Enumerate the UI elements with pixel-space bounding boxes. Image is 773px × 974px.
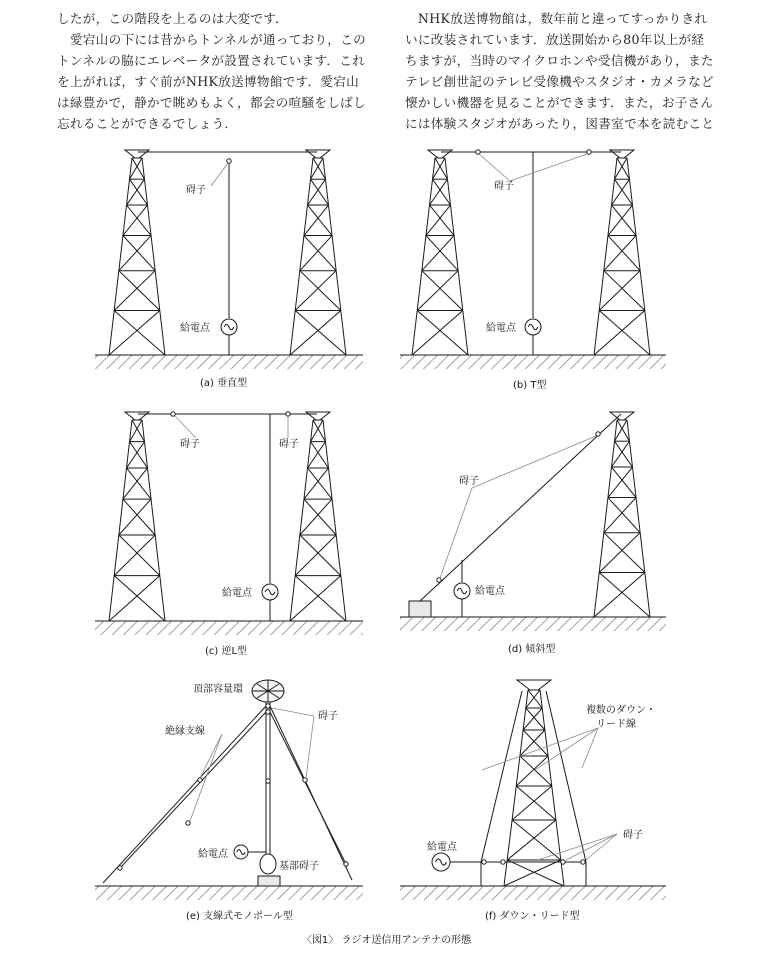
insulator-label: 碍子 [318, 711, 338, 722]
down-lead-wire [481, 691, 522, 862]
insulator [266, 779, 270, 783]
tower-brace [612, 467, 637, 498]
tower-brace [523, 730, 548, 756]
figure-caption: 〈図1〉 ラジオ送信用アンテナの形態 [301, 935, 472, 946]
leader-line [510, 154, 587, 181]
base-plinth [258, 876, 280, 886]
tower-brace [599, 533, 640, 573]
panel-d-caption: (d) 傾斜型 [508, 644, 556, 655]
tower-brace [526, 708, 545, 730]
down-lead-wire [546, 691, 586, 862]
tower-brace [608, 467, 633, 498]
insulator [581, 860, 585, 864]
tower-brace [516, 756, 548, 786]
tower-brace [604, 271, 645, 311]
tower-brace [507, 820, 556, 860]
tower-brace [290, 311, 341, 355]
tower-brace [612, 205, 637, 236]
tower-brace [123, 205, 148, 236]
tower-brace [512, 820, 561, 860]
tower-brace [119, 236, 151, 271]
insulator [186, 821, 190, 825]
guy-wire [270, 712, 346, 864]
insulator-label-2: 碍子 [279, 439, 299, 450]
leader-line [538, 834, 617, 860]
insulator [501, 860, 505, 864]
insulator-label: 碍子 [459, 476, 479, 487]
text-line: を上がれば，すぐ前がNHK放送博物館です．愛宕山 [57, 74, 360, 89]
tower-brace [304, 468, 329, 499]
tower-leg [323, 420, 346, 621]
text-line: には体験スタジオがあったり，図書室で本を読むこと [405, 116, 715, 131]
tower-brace [599, 573, 650, 617]
insulator [596, 432, 600, 436]
feed-point-label: 給電点 [180, 323, 210, 334]
insulator [561, 860, 565, 864]
tower-leg [412, 158, 435, 355]
ground-hatch [95, 621, 363, 635]
leader-line [190, 734, 222, 821]
tower-cap [610, 150, 634, 158]
tower-brace [512, 786, 552, 820]
insulator [587, 150, 591, 154]
ground-hatch [95, 355, 363, 369]
tower-leg [594, 158, 617, 355]
text-line: したが，この階段を上るのは大変です． [57, 11, 289, 26]
panel-a-caption: (a) 垂直型 [200, 378, 248, 389]
ground-hatch [400, 886, 666, 900]
tower-brace [308, 468, 333, 499]
tower-brace [417, 271, 458, 311]
insulator-label: 碍子 [494, 181, 514, 192]
insulator [303, 778, 307, 782]
tower-brace [422, 236, 454, 271]
tower-brace [123, 468, 148, 499]
tower-leg [445, 158, 468, 355]
anchor-block [409, 601, 431, 617]
tower-brace [412, 311, 463, 355]
downlead-label-1: 複数のダウン・ [586, 705, 656, 716]
tower-brace [599, 311, 650, 355]
tower-brace [594, 573, 645, 617]
tower-brace [295, 576, 346, 621]
tower-brace [109, 576, 160, 621]
tower-brace [119, 499, 151, 535]
tower-brace [608, 205, 633, 236]
tower-leg [323, 158, 346, 355]
leader-line [535, 728, 598, 770]
insulator-label: 碍子 [186, 185, 206, 196]
tower-brace [604, 498, 636, 533]
tower-cap [610, 412, 634, 420]
tower-leg [504, 690, 528, 886]
tower-brace [123, 236, 155, 271]
text-line: 忘れることができるでしょう． [57, 116, 238, 131]
tower-cap [517, 680, 551, 690]
ground-hatch [400, 355, 666, 369]
panel-f-caption: (f) ダウン・リード型 [485, 911, 580, 922]
tower-brace [608, 498, 640, 533]
text-line: テレビ創世記のテレビ受像機やスタジオ・カメラなど [405, 74, 714, 89]
text-line: は緑豊かで，静かで眺めもよく，都会の喧騒をしばし [57, 95, 366, 110]
base-insulator-icon [260, 854, 276, 874]
tower-leg [109, 158, 132, 355]
tower-brace [295, 311, 346, 355]
tower-cap [428, 150, 452, 158]
tower-brace [507, 860, 564, 886]
tower-brace [520, 756, 552, 786]
tower-brace [426, 205, 451, 236]
tower-leg [142, 420, 165, 621]
tower-brace [300, 535, 341, 576]
leader-line [211, 163, 228, 186]
insulator [171, 412, 175, 416]
tower-brace [114, 535, 155, 576]
insulator [118, 866, 122, 870]
feed-point-label: 給電点 [475, 586, 505, 597]
panel-b-caption: (b) T型 [513, 380, 547, 391]
tower-brace [114, 576, 165, 621]
feed-point-label: 給電点 [198, 849, 228, 860]
tower-leg [540, 690, 564, 886]
top-ring-label: 頂部容量環 [193, 684, 243, 695]
tower-brace [608, 236, 640, 271]
insulator [482, 860, 486, 864]
insulator [227, 159, 231, 163]
tower-leg [627, 420, 650, 617]
tower-brace [119, 271, 160, 311]
ground-hatch [400, 617, 666, 631]
tower-brace [304, 499, 336, 535]
leader-line [566, 834, 617, 860]
insulator [476, 150, 480, 154]
guy-wire-label: 絶縁支線 [165, 726, 205, 737]
tower-leg [290, 158, 313, 355]
text-line: 愛宕山の下には昔からトンネルが通っており，この [57, 32, 367, 47]
insulator-label-1: 碍子 [180, 439, 200, 450]
tower-brace [504, 860, 561, 886]
insulator-label: 碍子 [623, 830, 643, 841]
tower-leg [109, 420, 132, 621]
tower-brace [127, 468, 152, 499]
tower-cap [306, 412, 330, 420]
tower-brace [300, 271, 341, 311]
tower-brace [295, 271, 336, 311]
tower-brace [426, 236, 458, 271]
tower-brace [300, 499, 332, 535]
leader-line [175, 416, 196, 438]
tower-brace [604, 236, 636, 271]
feed-point-label: 給電点 [486, 323, 516, 334]
insulator [198, 778, 202, 782]
tower-brace [604, 533, 645, 573]
sloping-wire [420, 414, 621, 601]
insulator [437, 578, 441, 582]
leader-line [582, 728, 598, 768]
tower-leg [290, 420, 313, 621]
tower-brace [304, 205, 329, 236]
leader-line [440, 488, 472, 578]
feed-point-label: 給電点 [427, 842, 457, 853]
insulator [266, 710, 270, 714]
tower-brace [594, 311, 645, 355]
leader-line [472, 436, 596, 488]
tower-brace [599, 271, 640, 311]
tower-brace [417, 311, 468, 355]
downlead-label-2: リード線 [596, 719, 636, 730]
tower-brace [290, 576, 341, 621]
tower-cap [125, 412, 149, 420]
tower-brace [516, 786, 556, 820]
text-line: トンネルの脇にエレベータが設置されています．これ [57, 53, 366, 68]
tower-brace [114, 271, 155, 311]
text-line: いに改装されています．放送開始から80年以上が経 [405, 32, 705, 47]
tower-brace [430, 205, 455, 236]
insulator [286, 412, 290, 416]
tower-brace [119, 535, 160, 576]
tower-leg [142, 158, 165, 355]
text-line: NHK放送博物館は，数年前と違ってすっかりきれ [405, 11, 708, 26]
leader-line [479, 154, 510, 181]
feed-point-label: 給電点 [222, 588, 252, 599]
tower-brace [123, 499, 155, 535]
tower-cap [125, 150, 149, 158]
tower-leg [594, 420, 617, 617]
tower-brace [300, 236, 332, 271]
tower-brace [523, 708, 542, 730]
panel-e-caption: (e) 支線式モノポール型 [186, 911, 293, 922]
leader-line [272, 708, 314, 716]
tower-brace [308, 205, 333, 236]
insulator [344, 862, 348, 866]
tower-brace [114, 311, 165, 355]
text-line: 懐かしい機器を見ることができます．また，お子さん [405, 95, 714, 110]
tower-brace [295, 535, 336, 576]
panel-c-caption: (c) 逆L型 [205, 646, 248, 657]
text-line: ちますが，当時のマイクロホンや受信機があり，また [405, 53, 714, 68]
tower-leg [627, 158, 650, 355]
insulator [266, 704, 270, 708]
leader-line [306, 716, 314, 778]
tower-brace [422, 271, 463, 311]
tower-cap [306, 150, 330, 158]
tower-brace [109, 311, 160, 355]
ground-hatch [95, 886, 363, 900]
base-insulator-label: 基部碍子 [279, 861, 319, 872]
tower-brace [127, 205, 152, 236]
tower-brace [304, 236, 336, 271]
